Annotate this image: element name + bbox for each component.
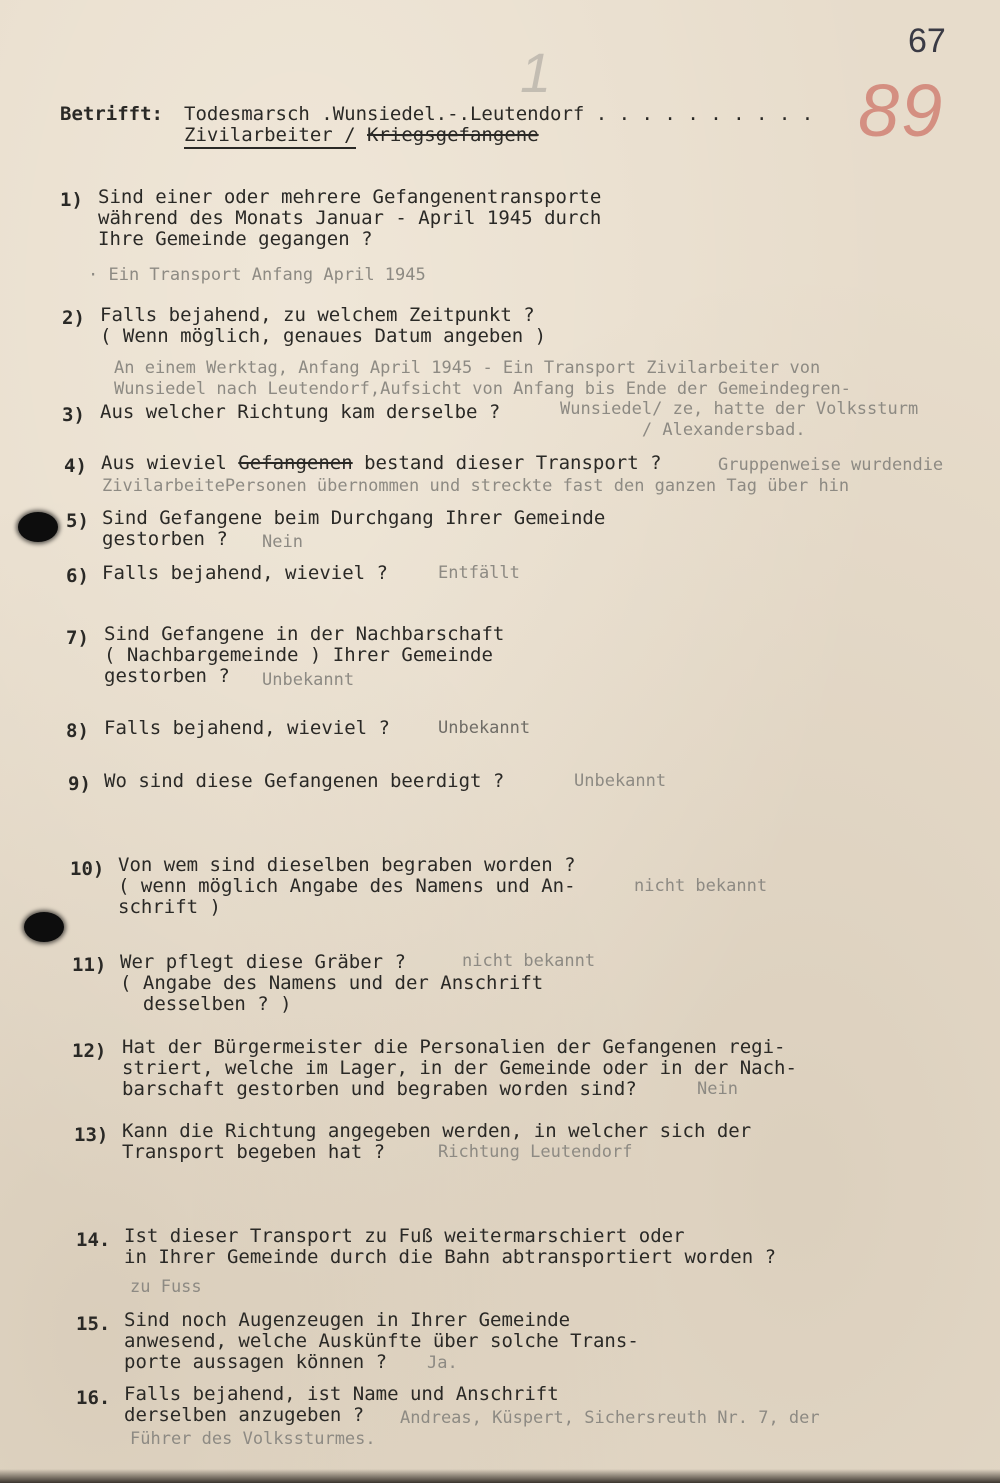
- answer-11: nicht bekannt: [462, 951, 596, 971]
- question-2-text: Falls bejahend, zu welchem Zeitpunkt ? ( Wenn möglich, genaues Datum angeben ): [100, 304, 547, 347]
- question-11-number: 11): [72, 954, 107, 976]
- red-handwritten-mark: 89: [858, 69, 945, 152]
- question-8-text: Falls bejahend, wieviel ?: [104, 717, 390, 739]
- question-14-number: 14.: [76, 1229, 111, 1251]
- answer-9: Unbekannt: [574, 771, 667, 791]
- question-12-text: Hat der Bürgermeister die Personalien der Gefangenen regi- striert, welche im Lager, in der Gemeinde oder in der Nach- barschaft gestorben und begraben worden sind?: [122, 1036, 797, 1100]
- answer-13: Richtung Leutendorf: [438, 1142, 633, 1162]
- question-2-number: 2): [62, 307, 85, 329]
- question-4-struck-word: Gefangenen: [238, 452, 353, 474]
- punch-hole-lower: [24, 912, 64, 942]
- subject-sub-kept: Zivilarbeiter /: [184, 124, 356, 149]
- question-15-text: Sind noch Augenzeugen in Ihrer Gemeinde anwesend, welche Auskünfte über solche Trans- porte aussagen können ?: [124, 1309, 639, 1373]
- punch-hole-upper: [18, 512, 58, 542]
- subject-title: Todesmarsch .Wunsiedel.-.Leutendorf . . . . . . . . . .: [184, 103, 814, 125]
- question-14-text: Ist dieser Transport zu Fuß weitermarschiert oder in Ihrer Gemeinde durch die Bahn abtransportiert worden ?: [124, 1225, 777, 1268]
- answer-5: Nein: [262, 532, 303, 552]
- question-3-number: 3): [62, 404, 85, 426]
- question-11-text: Wer pflegt diese Gräber ? ( Angabe des Namens und der Anschrift desselben ? ): [120, 951, 544, 1015]
- question-10-number: 10): [70, 858, 105, 880]
- question-6-text: Falls bejahend, wieviel ?: [102, 562, 388, 584]
- answer-12: Nein: [697, 1079, 738, 1099]
- question-7-number: 7): [66, 627, 89, 649]
- question-7-text: Sind Gefangene in der Nachbarschaft ( Nachbargemeinde ) Ihrer Gemeinde gestorben ?: [104, 623, 505, 687]
- question-5-number: 5): [66, 510, 89, 532]
- question-9-number: 9): [68, 773, 91, 795]
- question-13-number: 13): [74, 1124, 109, 1146]
- page-number: 67: [908, 22, 946, 60]
- question-5-text: Sind Gefangene beim Durchgang Ihrer Gemeinde gestorben ?: [102, 507, 606, 550]
- subject-sub-struck: Kriegsgefangene: [367, 124, 539, 146]
- question-10-text: Von wem sind dieselben begraben worden ? ( wenn möglich Angabe des Namens und An- schrift ): [118, 854, 576, 918]
- question-3-text: Aus welcher Richtung kam derselbe ?: [100, 401, 501, 423]
- question-6-number: 6): [66, 565, 89, 587]
- answer-1: · Ein Transport Anfang April 1945: [88, 265, 426, 285]
- answer-7: Unbekannt: [262, 670, 355, 690]
- subject-label: Betrifft:: [60, 103, 163, 125]
- answer-4: Gruppenweise wurdendie ZivilarbeitePersonen übernommen und streckte fast den ganzen Tag über hin: [102, 455, 944, 496]
- question-4-number: 4): [64, 455, 87, 477]
- question-1-text: Sind einer oder mehrere Gefangenentransporte während des Monats Januar - April 1945 durch Ihre Gemeinde gegangen ?: [98, 186, 602, 250]
- question-4-text-post: bestand dieser Transport ?: [352, 452, 662, 474]
- question-15-number: 15.: [76, 1313, 111, 1335]
- question-16-text: Falls bejahend, ist Name und Anschrift derselben anzugeben ?: [124, 1383, 559, 1426]
- answer-10: nicht bekannt: [634, 876, 768, 896]
- question-16-number: 16.: [76, 1387, 111, 1409]
- question-8-number: 8): [66, 720, 89, 742]
- question-4-text-pre: Aus wieviel: [101, 452, 239, 474]
- pencil-mark: 1: [520, 41, 552, 104]
- question-9-text: Wo sind diese Gefangenen beerdigt ?: [104, 770, 505, 792]
- answer-2: An einem Werktag, Anfang April 1945 - Ein Transport Zivilarbeiter von Wunsiedel nach Leutendorf,Aufsicht von Anfang bis Ende der Gemeindegren-: [114, 358, 851, 399]
- page-bottom-edge: [0, 1469, 1000, 1483]
- question-13-text: Kann die Richtung angegeben werden, in welcher sich der Transport begeben hat ?: [122, 1120, 752, 1163]
- question-12-number: 12): [72, 1040, 107, 1062]
- answer-6: Entfällt: [438, 563, 520, 583]
- answer-16: Andreas, Küspert, Sichersreuth Nr. 7, der Führer des Volkssturmes.: [130, 1408, 820, 1449]
- answer-15: Ja.: [427, 1353, 458, 1373]
- answer-8: Unbekannt: [438, 718, 531, 738]
- subject-subline: [184, 124, 539, 146]
- question-1-number: 1): [60, 189, 83, 211]
- answer-14: zu Fuss: [130, 1277, 202, 1297]
- answer-3: Wunsiedel/ ze, hatte der Volkssturm / Alexandersbad.: [560, 399, 919, 440]
